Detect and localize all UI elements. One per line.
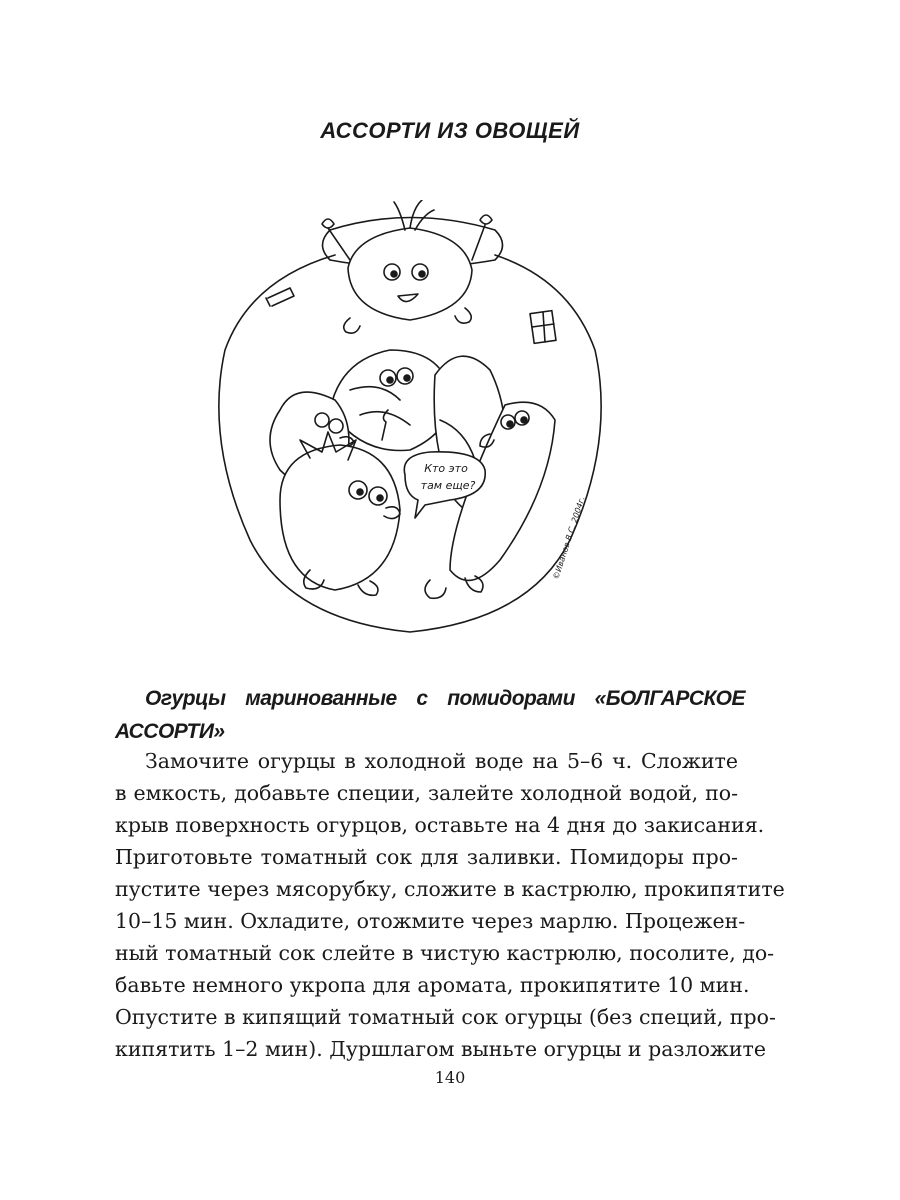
recipe-title-line2: АССОРТИ» xyxy=(115,720,225,743)
text-line: крыв поверхность огурцов, оставьте на 4 дня до закисания. xyxy=(115,813,765,837)
onion-character xyxy=(322,200,492,333)
text-line: кипятить 1–2 мин). Дуршлагом выньте огурцы и разложите xyxy=(115,1037,766,1061)
text-line: 10–15 мин. Охладите, отожмите через марлю. Процежен- xyxy=(115,909,746,933)
text-line: Опустите в кипящий томатный сок огурцы (без специй, про- xyxy=(115,1005,776,1029)
speech-bubble-line2: там еще? xyxy=(420,479,476,492)
text-line: ный томатный сок слейте в чистую кастрюлю, посолите, до- xyxy=(115,941,775,965)
speech-bubble-line1: Кто это xyxy=(424,462,468,475)
artist-signature: ©Иванов В.С. 2004г. xyxy=(551,495,587,581)
recipe-title xyxy=(115,682,745,748)
recipe-title-line1: Огурцы маринованные с помидорами «БОЛГАРСКОЕ xyxy=(145,687,745,710)
text-line: пустите через мясорубку, сложите в кастрюлю, прокипятите xyxy=(115,877,785,901)
vegetable-jar-illustration xyxy=(210,200,610,640)
text-line: Приготовьте томатный сок для заливки. Помидоры про- xyxy=(115,845,738,869)
text-line: в емкость, добавьте специи, залейте холодной водой, по- xyxy=(115,781,738,805)
recipe-body xyxy=(115,745,785,1065)
section-title: АССОРТИ ИЗ ОВОЩЕЙ xyxy=(320,118,580,143)
text-line: бавьте немного укропа для аромата, прокипятите 10 мин. xyxy=(115,973,750,997)
text-line: Замочите огурцы в холодной воде на 5–6 ч. Сложите xyxy=(145,749,738,773)
page-number: 140 xyxy=(434,1068,466,1087)
